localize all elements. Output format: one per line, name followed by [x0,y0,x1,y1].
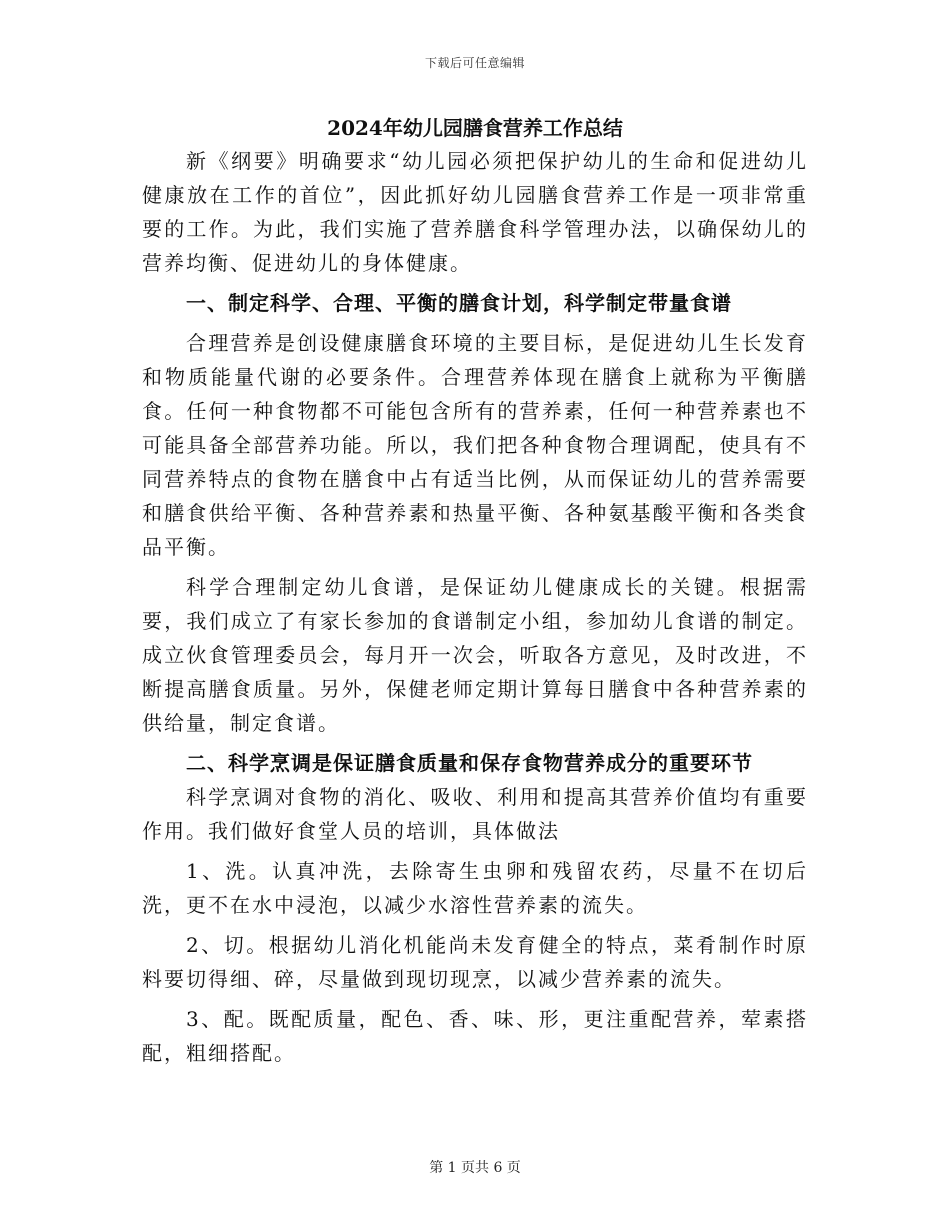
intro-paragraph: 新《纲要》明确要求“幼儿园必须把保护幼儿的生命和促进幼儿健康放在工作的首位”，因此抓好幼儿园膳食营养工作是一项非常重要的工作。为此，我们实施了营养膳食科学管理办法，以确保幼儿的营养均衡、促进幼儿的身体健康。 [142,149,808,275]
page-header: 下载后可任意编辑 [424,56,525,70]
section-1-heading: 一、制定科学、合理、平衡的膳食计划，科学制定带量食谱 [186,291,732,315]
document-body [142,112,808,1070]
section-1-paragraph-2: 科学合理制定幼儿食谱，是保证幼儿健康成长的关键。根据需要，我们成立了有家长参加的食谱制定小组，参加幼儿食谱的制定。成立伙食管理委员会，每月开一次会，听取各方意见，及时改进，不断提高膳食质量。另外，保健老师定期计算每日膳食中各种营养素的供给量，制定食谱。 [142,575,808,735]
section-1-paragraph-1: 合理营养是创设健康膳食环境的主要目标，是促进幼儿生长发育和物质能量代谢的必要条件。合理营养体现在膳食上就称为平衡膳食。任何一种食物都不可能包含所有的营养素，任何一种营养素也不可能具备全部营养功能。所以，我们把各种食物合理调配，使具有不同营养特点的食物在膳食中占有适当比例，从而保证幼儿的营养需要和膳食供给平衡、各种营养素和热量平衡、各种氨基酸平衡和各类食品平衡。 [142,331,808,559]
list-item-match: 3、配。既配质量，配色、香、味、形，更注重配营养，荤素搭配，粗细搭配。 [142,1007,808,1065]
document-title: 2024年幼儿园膳食营养工作总结 [327,116,623,140]
page-footer: 第 1 页共 6 页 [429,1160,521,1176]
list-item-cut: 2、切。根据幼儿消化机能尚未发育健全的特点，菜肴制作时原料要切得细、碎，尽量做到现切现烹，以减少营养素的流失。 [142,933,808,991]
section-2-heading: 二、科学烹调是保证膳食质量和保存食物营养成分的重要环节 [186,751,753,775]
list-item-wash: 1、洗。认真冲洗，去除寄生虫卵和残留农药，尽量不在切后洗，更不在水中浸泡，以减少水溶性营养素的流失。 [142,859,808,917]
section-2-paragraph-1: 科学烹调对食物的消化、吸收、利用和提高其营养价值均有重要作用。我们做好食堂人员的培训，具体做法 [142,785,808,843]
